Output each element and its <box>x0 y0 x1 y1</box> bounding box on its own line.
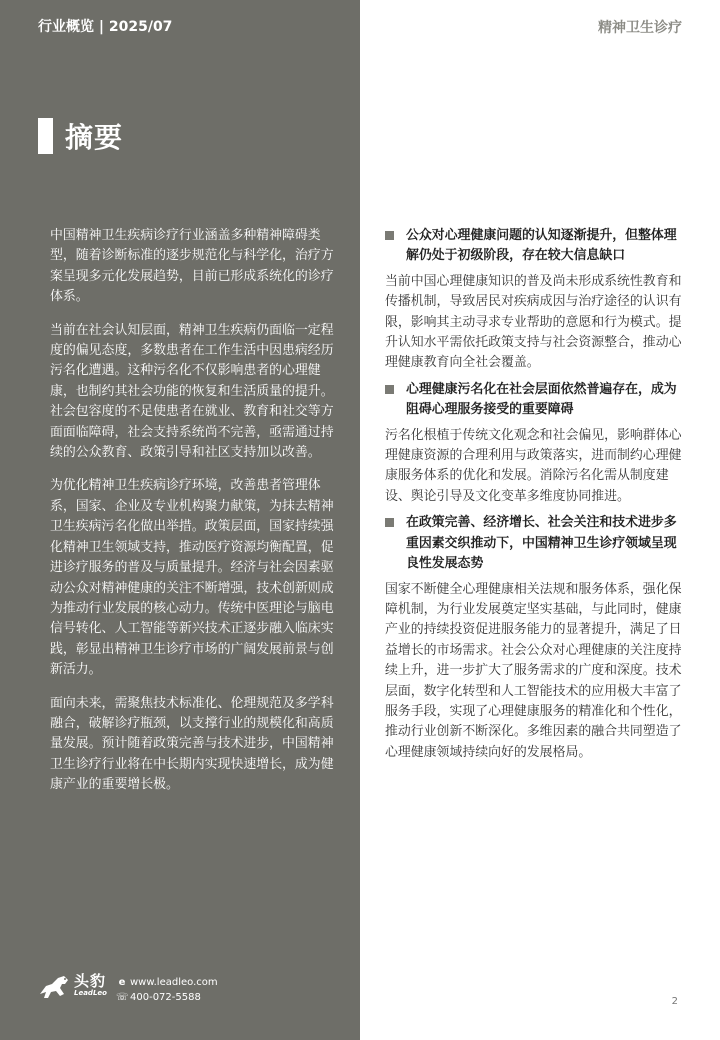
web-icon: e <box>118 977 126 988</box>
page-title: 摘要 <box>65 121 124 154</box>
summary-paragraph: 当前在社会认知层面，精神卫生疾病仍面临一定程度的偏见态度，多数患者在工作生活中因患病经历污名化遭遇。这种污名化不仅影响患者的心理健康，也制约其社会功能的恢复和生活质量的提升。社会包容度的不足使患者在就业、教育和社交等方面面临障碍，社会支持系统尚不完善，亟需通过持续的公众教育、政策引导和社区支持加以改善。 <box>50 322 334 461</box>
finding-title: 公众对心理健康问题的认知逐渐提升，但整体理解仍处于初级阶段，存在较大信息缺口 <box>406 228 677 264</box>
title-marker <box>38 118 53 154</box>
square-bullet-icon <box>385 385 394 394</box>
finding-body: 当前中国心理健康知识的普及尚未形成系统性教育和传播机制，导致居民对疾病成因与治疗途径的认识有限，影响其主动寻求专业帮助的意愿和行为模式。提升认知水平需依托政策支持与社会资源整合，推动心理健康教育向全社会覆盖。 <box>385 273 682 371</box>
summary-paragraph: 为优化精神卫生疾病诊疗环境，改善患者管理体系，国家、企业及专业机构聚力献策，为抹去精神卫生疾病污名化做出举措。政策层面，国家持续强化精神卫生领域支持，推动医疗资源均衡配置，促进诊疗服务的普及与质量提升。经济与社会因素驱动公众对精神健康的关注不断增强，技术创新则成为推动行业发展的核心动力。传统中医理论与脑电信号转化、人工智能等新兴技术正逐步融入临床实践，彰显出精神卫生诊疗市场的广阔发展前景与创新活力。 <box>50 478 334 678</box>
finding-section <box>385 226 685 374</box>
leopard-logo-icon <box>38 972 72 1002</box>
phone-icon: ☏ <box>116 992 129 1003</box>
contact-info <box>116 975 218 1005</box>
square-bullet-icon <box>385 231 394 240</box>
topic-header: 精神卫生诊疗 <box>598 20 682 36</box>
phone-number: 400-072-5588 <box>130 992 201 1003</box>
square-bullet-icon <box>385 518 394 527</box>
leadleo-logo <box>38 972 107 1002</box>
finding-body: 国家不断健全心理健康相关法规和服务体系，强化保障机制，为行业发展奠定坚实基础，与此同时，健康产业的持续投资促进服务能力的显著提升，满足了日益增长的市场需求。社会公众对心理健康的关注度持续上升，进一步扩大了服务需求的广度和深度。技术层面，数字化转型和人工智能技术的应用极大丰富了服务手段，实现了心理健康服务的精准化和个性化，推动行业创新不断深化。多维因素的融合共同塑造了心理健康领域持续向好的发展格局。 <box>385 581 682 760</box>
finding-title: 心理健康污名化在社会层面依然普遍存在，成为阻碍心理服务接受的重要障碍 <box>406 381 677 418</box>
finding-section <box>385 513 685 763</box>
section-title-block <box>38 116 123 156</box>
summary-paragraph: 面向未来，需聚焦技术标准化、伦理规范及多学科融合，破解诊疗瓶颈，以支撑行业的规模化和高质量发展。预计随着政策完善与技术进步，中国精神卫生诊疗行业将在中长期内实现快速增长，成为健康产业的重要增长极。 <box>50 695 334 793</box>
logo-chinese: 头豹 <box>74 972 107 990</box>
finding-section <box>385 380 685 507</box>
finding-body: 污名化根植于传统文化观念和社会偏见，影响群体心理健康资源的合理利用与政策落实，进而制约心理健康服务体系的优化和发展。消除污名化需从制度建设、舆论引导及文化变革多维度协同推进。 <box>385 427 682 504</box>
summary-paragraph: 中国精神卫生疾病诊疗行业涵盖多种精神障碍类型，随着诊断标准的逐步规范化与科学化，治疗方案呈现多元化发展趋势，目前已形成系统化的诊疗体系。 <box>50 228 334 305</box>
finding-title: 在政策完善、经济增长、社会关注和技术进步多重因素交织推动下，中国精神卫生诊疗领域呈现良性发展态势 <box>406 515 677 572</box>
report-header: 行业概览 | 2025/07 <box>38 19 173 35</box>
logo-english: LeadLeo <box>74 989 107 997</box>
website-link[interactable]: www.leadleo.com <box>130 977 218 988</box>
summary-text <box>50 226 346 809</box>
page-number: 2 <box>671 996 678 1007</box>
key-findings <box>385 226 685 769</box>
